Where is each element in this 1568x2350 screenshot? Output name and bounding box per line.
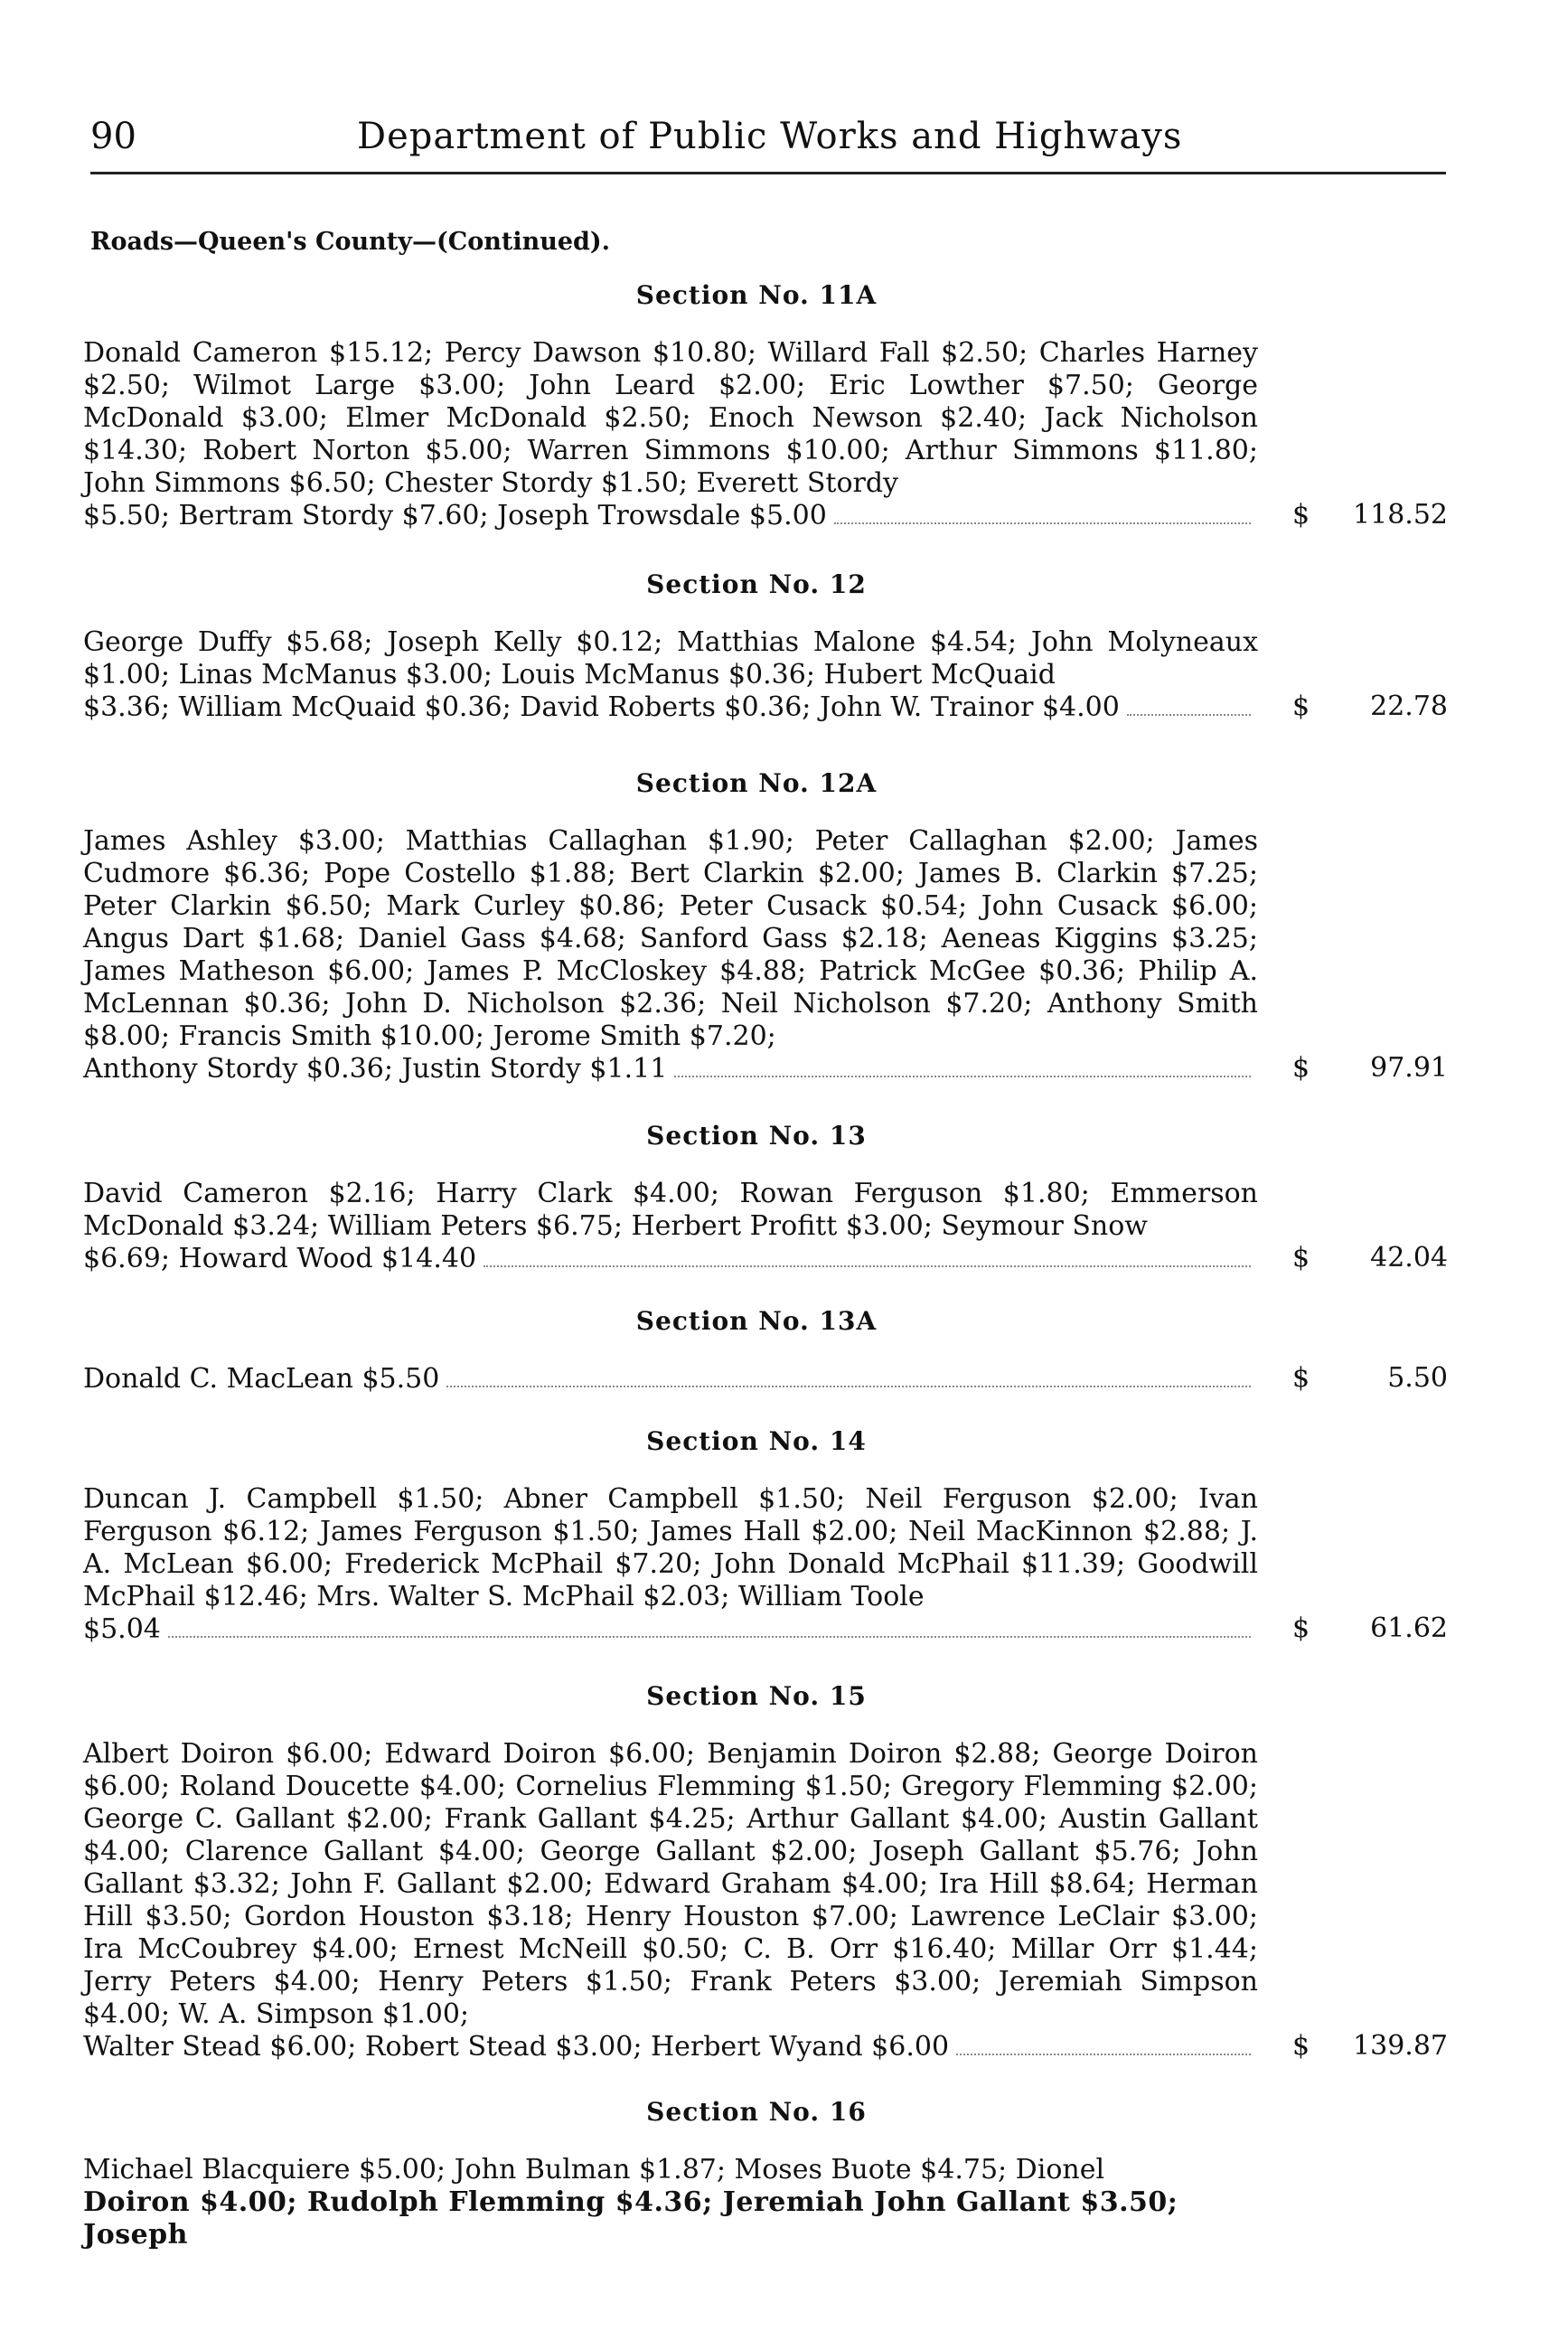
entry-body: Duncan J. Campbell $1.50; Abner Campbell $1.50; Neil Ferguson $2.00; Ivan Ferguson $6.12; James Ferguson $1.50; James Hall $2.00; Neil MacKinnon $2.88; J. A. McLean $6.00; Frederick McPhail $7.20; John Donald McPhail $11.39; Goodwill McPhail $12.46; Mrs. Walter S. McPhail $2.03; William Toole	[83, 1483, 1258, 1612]
currency-sign: $	[1292, 1052, 1310, 1084]
section-13	[83, 1121, 1448, 1275]
currency-sign: $	[1292, 1362, 1310, 1394]
section-heading: Section No. 14	[646, 1426, 867, 1456]
entry-body: James Ashley $3.00; Matthias Callaghan $1.90; Peter Callaghan $2.00; James Cudmore $6.36; Pope Costello $1.88; Bert Clarkin $2.00; James B. Clarkin $7.25; Peter Clarkin $6.50; Mark Curley $0.86; Peter Cusack $0.54; John Cusack $6.00; Angus Dart $1.68; Daniel Gass $4.68; Sanford Gass $2.18; Aeneas Kiggins $3.25; James Matheson $6.00; James P. McCloskey $4.88; Patrick McGee $0.36; Philip A. McLennan $0.36; John D. Nicholson $2.36; Neil Nicholson $7.20; Anthony Smith $8.00; Francis Smith $10.00; Jerome Smith $7.20;	[83, 825, 1258, 1052]
entry-last-line-text: $6.69; Howard Wood $14.40	[83, 1243, 477, 1274]
section-16	[83, 2097, 1448, 2251]
section-heading: Section No. 12A	[635, 768, 878, 798]
section-entry-text	[83, 337, 1258, 532]
section-total: 5.50	[1387, 1362, 1448, 1394]
entry-body: David Cameron $2.16; Harry Clark $4.00; Rowan Ferguson $1.80; Emmerson McDonald $3.24; William Peters $6.75; Herbert Profitt $3.00; Seymour Snow	[83, 1178, 1258, 1242]
entry-body: Donald Cameron $15.12; Percy Dawson $10.80; Willard Fall $2.50; Charles Harney $2.50; Wilmot Large $3.00; John Leard $2.00; Eric Lowther $7.50; George McDonald $3.00; Elmer McDonald $2.50; Enoch Newson $2.40; Jack Nicholson $14.30; Robert Norton $5.00; Warren Simmons $10.00; Arthur Simmons $11.80; John Simmons $6.50; Chester Stordy $1.50; Everett Stordy	[83, 337, 1258, 499]
entry-last-line-text: $3.36; William McQuaid $0.36; David Roberts $0.36; John W. Trainor $4.00	[83, 691, 1120, 723]
entry-last-line	[83, 2186, 1258, 2251]
section-12a	[83, 768, 1448, 1086]
dot-leader	[168, 1636, 1251, 1638]
dot-leader	[956, 2054, 1251, 2055]
entry-last-line-text: Doiron $4.00; Rudolph Flemming $4.36; Jeremiah John Gallant $3.50; Joseph	[83, 2186, 1178, 2251]
section-total: 139.87	[1353, 2030, 1448, 2062]
currency-sign: $	[1292, 1612, 1310, 1644]
entry-last-line	[83, 691, 1258, 724]
entry-last-line-text: Donald C. MacLean $5.50	[83, 1363, 440, 1395]
entry-body: George Duffy $5.68; Joseph Kelly $0.12; Matthias Malone $4.54; John Molyneaux $1.00; Linas McManus $3.00; Louis McManus $0.36; Hubert McQuaid	[83, 626, 1258, 691]
entry-last-line-text: Anthony Stordy $0.36; Justin Stordy $1.11	[83, 1053, 668, 1085]
section-13a	[83, 1306, 1448, 1396]
currency-sign: $	[1292, 2030, 1310, 2062]
entry-last-line-text: $5.04	[83, 1613, 161, 1645]
section-heading: Section No. 11A	[635, 280, 878, 310]
section-entry-text	[83, 1178, 1258, 1275]
section-heading: Section No. 12	[646, 569, 867, 599]
header-rule	[90, 172, 1446, 174]
section-total: 42.04	[1370, 1242, 1448, 1274]
section-entry-text	[83, 1483, 1258, 1646]
section-entry-text	[83, 2154, 1258, 2251]
section-total: 22.78	[1370, 691, 1448, 722]
section-entry-text	[83, 825, 1258, 1086]
section-total: 97.91	[1370, 1052, 1448, 1084]
section-11a	[83, 280, 1448, 532]
section-entry-text	[83, 1363, 1258, 1396]
entry-last-line-text: Walter Stead $6.00; Robert Stead $3.00; Herbert Wyand $6.00	[83, 2031, 950, 2063]
currency-sign: $	[1292, 691, 1310, 722]
section-total: 61.62	[1370, 1612, 1448, 1644]
section-12	[83, 569, 1448, 724]
continued-label: Roads—Queen's County—(Continued).	[90, 228, 611, 256]
entry-last-line	[83, 1053, 1258, 1086]
section-entry-text	[83, 1738, 1258, 2063]
dot-leader	[834, 522, 1251, 524]
dot-leader	[484, 1265, 1251, 1267]
section-heading: Section No. 15	[646, 1681, 867, 1711]
entry-last-line	[83, 500, 1258, 532]
section-heading: Section No. 16	[646, 2097, 867, 2127]
dot-leader	[1127, 714, 1251, 716]
entry-last-line	[83, 1363, 1258, 1396]
entry-body: Michael Blacquiere $5.00; John Bulman $1.87; Moses Buote $4.75; Dionel	[83, 2154, 1105, 2186]
section-heading: Section No. 13A	[635, 1306, 878, 1336]
page-title: Department of Public Works and Highways	[357, 116, 1183, 157]
page-number: 90	[90, 116, 136, 157]
currency-sign: $	[1292, 1242, 1310, 1274]
section-total: 118.52	[1353, 499, 1448, 531]
dot-leader	[674, 1076, 1251, 1077]
currency-sign: $	[1292, 499, 1310, 531]
section-entry-text	[83, 626, 1258, 724]
section-heading: Section No. 13	[646, 1121, 867, 1151]
entry-body: Albert Doiron $6.00; Edward Doiron $6.00; Benjamin Doiron $2.88; George Doiron $6.00; Roland Doucette $4.00; Cornelius Flemming $1.50; Gregory Flemming $2.00; George C. Gallant $2.00; Frank Gallant $4.25; Arthur Gallant $4.00; Austin Gallant $4.00; Clarence Gallant $4.00; George Gallant $2.00; Joseph Gallant $5.76; John Gallant $3.32; John F. Gallant $2.00; Edward Graham $4.00; Ira Hill $8.64; Herman Hill $3.50; Gordon Houston $3.18; Henry Houston $7.00; Lawrence LeClair $3.00; Ira McCoubrey $4.00; Ernest McNeill $0.50; C. B. Orr $16.40; Millar Orr $1.44; Jerry Peters $4.00; Henry Peters $1.50; Frank Peters $3.00; Jeremiah Simpson $4.00; W. A. Simpson $1.00;	[83, 1738, 1258, 2030]
entry-last-line	[83, 1243, 1258, 1275]
entry-last-line	[83, 1613, 1258, 1646]
running-head	[90, 116, 1446, 170]
section-15	[83, 1681, 1448, 2063]
dot-leader	[446, 1386, 1251, 1387]
entry-last-line	[83, 2031, 1258, 2063]
entry-last-line-text: $5.50; Bertram Stordy $7.60; Joseph Trowsdale $5.00	[83, 500, 827, 531]
section-14	[83, 1426, 1448, 1646]
